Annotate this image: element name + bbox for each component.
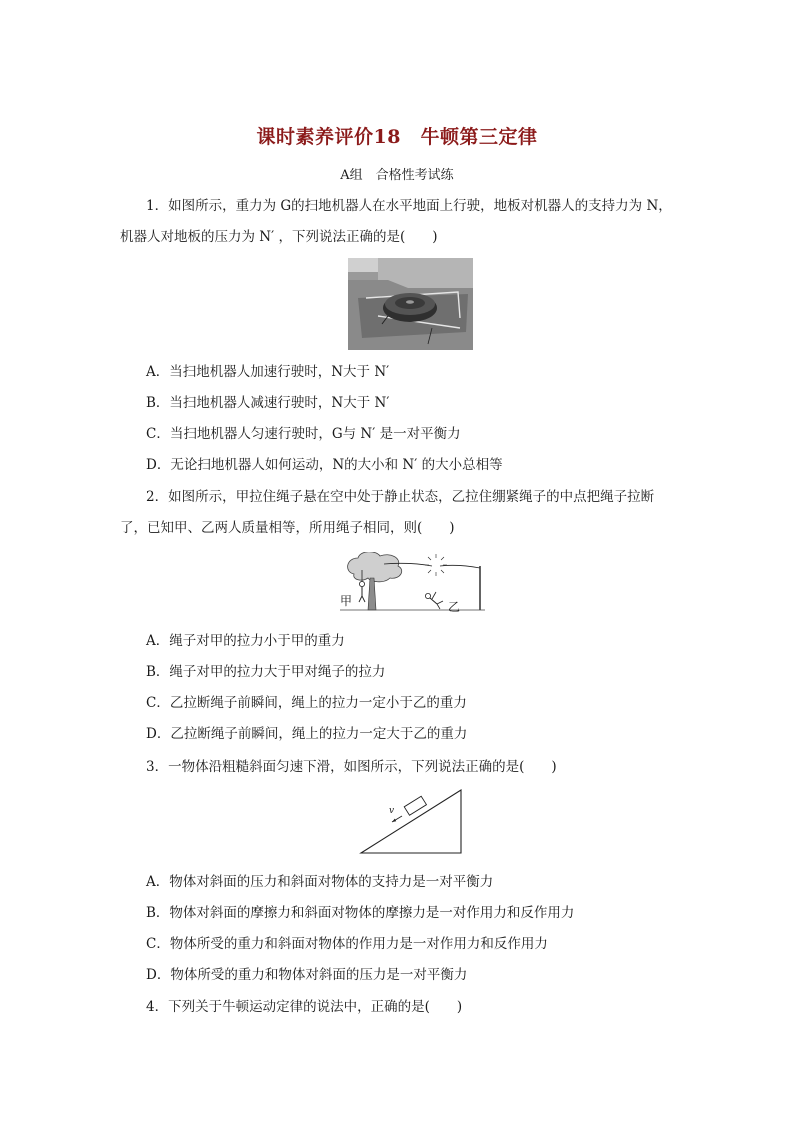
q1-stem-line2: 机器人对地板的压力为 N′ ，下列说法正确的是( ): [120, 229, 438, 245]
q3-figure-incline: [358, 786, 464, 856]
q3-label-v: v: [389, 806, 395, 816]
q2-label-yi: 乙: [448, 600, 461, 614]
q2-figure-rope-tree: [340, 552, 485, 614]
q3-option-b: B．物体对斜面的摩擦力和斜面对物体的摩擦力是一对作用力和反作用力: [146, 905, 575, 921]
q4-stem-line1: 4．下列关于牛顿运动定律的说法中，正确的是( ): [146, 999, 463, 1015]
q1-option-b: B．当扫地机器人减速行驶时，N大于 N′: [146, 395, 390, 411]
q3-stem-line1: 3．一物体沿粗糙斜面匀速下滑，如图所示，下列说法正确的是( ): [146, 759, 557, 775]
q1-figure-robot-vacuum: [348, 258, 473, 350]
q2-stem-line1: 2．如图所示，甲拉住绳子悬在空中处于静止状态，乙拉住绷紧绳子的中点把绳子拉断: [146, 489, 655, 505]
q2-option-d: D．乙拉断绳子前瞬间，绳上的拉力一定大于乙的重力: [146, 726, 468, 742]
q2-stem-line2: 了，已知甲、乙两人质量相等，所用绳子相同，则( ): [120, 520, 455, 536]
q3-option-d: D．物体所受的重力和物体对斜面的压力是一对平衡力: [146, 967, 468, 983]
q3-option-a: A．物体对斜面的压力和斜面对物体的支持力是一对平衡力: [146, 874, 494, 890]
q2-option-b: B．绳子对甲的拉力大于甲对绳子的拉力: [146, 664, 386, 680]
q1-option-c: C．当扫地机器人匀速行驶时，G与 N′ 是一对平衡力: [146, 426, 461, 442]
q1-option-d: D．无论扫地机器人如何运动，N的大小和 N′ 的大小总相等: [146, 457, 503, 473]
q1-option-a: A．当扫地机器人加速行驶时，N大于 N′: [146, 364, 390, 380]
q1-stem-line1: 1．如图所示，重力为 G的扫地机器人在水平地面上行驶，地板对机器人的支持力为 N，: [146, 198, 672, 214]
q2-option-a: A．绳子对甲的拉力小于甲的重力: [146, 633, 345, 649]
page-title: 课时素养评价18 牛顿第三定律: [256, 126, 538, 148]
q2-label-jia: 甲: [340, 594, 353, 608]
q3-option-c: C．物体所受的重力和斜面对物体的作用力是一对作用力和反作用力: [146, 936, 548, 952]
q2-option-c: C．乙拉断绳子前瞬间，绳上的拉力一定小于乙的重力: [146, 695, 467, 711]
group-heading: A组 合格性考试练: [340, 168, 454, 183]
